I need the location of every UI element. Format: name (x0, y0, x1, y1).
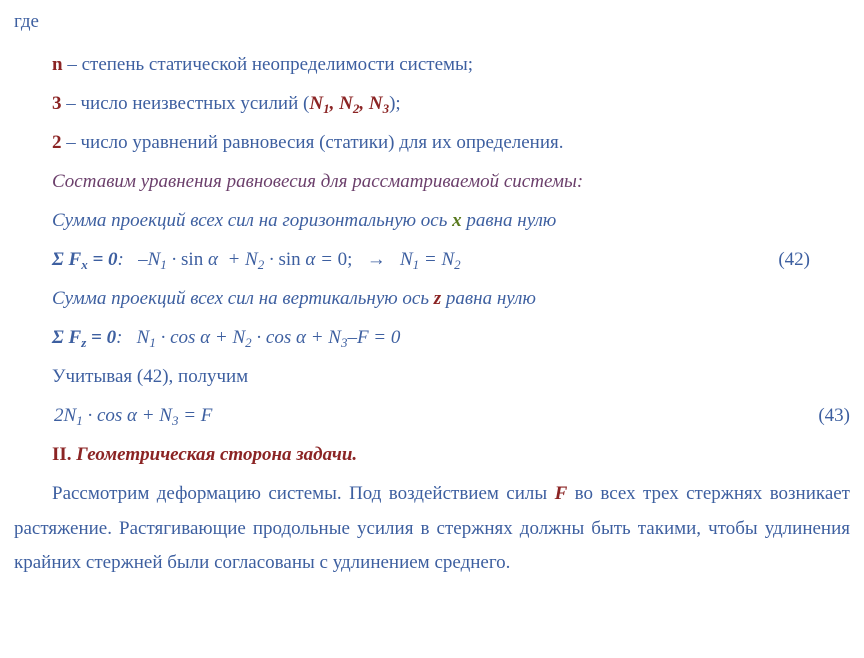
def-3-vars: $N_1$, $N_2$, $N_3$ (309, 93, 390, 116)
symbol-2: 2 (52, 132, 62, 153)
compose-text: Составим уравнения равновесия для рассматриваемой системы: (52, 171, 584, 192)
def-3-text: – число неизвестных усилий ( (61, 93, 310, 114)
deformation-paragraph (14, 477, 850, 581)
sum-x-pre: Сумма проекций всех сил на горизонтальную ось (52, 210, 453, 231)
def-3 (52, 92, 850, 116)
eq43-body: $2N_1 \cdot \cos \alpha + N_3 = F$ (54, 405, 213, 428)
sum-z-post: равна нулю (441, 288, 536, 309)
equation-42: Σ $F_x = 0$: $-N_1 \cdot \sin \alpha + N_2 \cdot \sin \alpha = 0$; → $N_1 = N_2$ (42) (52, 249, 810, 272)
axis-x: x (452, 210, 462, 231)
para-part-1: Рассмотрим деформацию системы. Под воздействием силы (52, 483, 555, 504)
sum-x-post: равна нулю (461, 210, 557, 231)
considering-line (52, 365, 850, 389)
para-part-2: во всех трех стержнях возникает растяжение. Растягивающие продольные усилия в стержнях должны быть такими, чтобы удлинения крайних стержней были согласованы с удлинением среднего. (14, 483, 850, 573)
section-number: II. (52, 444, 72, 465)
sum-z-line (52, 287, 850, 311)
def-2-text: – число уравнений равновесия (статики) для их определения. (61, 132, 564, 153)
para-force-f: F (554, 483, 568, 504)
eq42-lhs: Σ $F_x = 0$ (52, 249, 118, 272)
def-3-end: ); (389, 93, 401, 114)
section-title: Геометрическая сторона задачи. (76, 444, 358, 465)
eqz-body: $N_1 \cdot \cos \alpha + N_2 \cdot \cos \alpha + N_3-F = 0$ (136, 327, 401, 350)
section-heading (52, 443, 850, 467)
considering-text: Учитывая (42), получим (52, 366, 249, 387)
eq42-number: (42) (778, 249, 810, 270)
sum-z-pre: Сумма проекций всех сил на вертикальную ось (52, 288, 434, 309)
symbol-3: 3 (52, 93, 62, 114)
compose-line (52, 170, 850, 194)
sum-x-line (52, 209, 850, 233)
eq42-body: $-N_1 \cdot \sin \alpha + N_2 \cdot \sin \alpha = 0$; → $N_1 = N_2$ (138, 249, 461, 272)
def-n-text: – степень статической неопределимости системы; (62, 54, 474, 75)
equation-fz: Σ $F_z = 0$: $N_1 \cdot \cos \alpha + N_2 \cdot \cos \alpha + N_3-F = 0$ (52, 327, 401, 350)
def-n (52, 53, 850, 77)
equation-43 (54, 404, 850, 428)
where-text: где (14, 11, 39, 32)
where-label (14, 10, 850, 34)
axis-z: z (433, 288, 442, 309)
symbol-n: n (52, 54, 63, 75)
def-2 (52, 131, 850, 155)
eq43-number: (43) (818, 405, 850, 426)
eqz-lhs: Σ $F_z = 0$ (52, 327, 117, 350)
